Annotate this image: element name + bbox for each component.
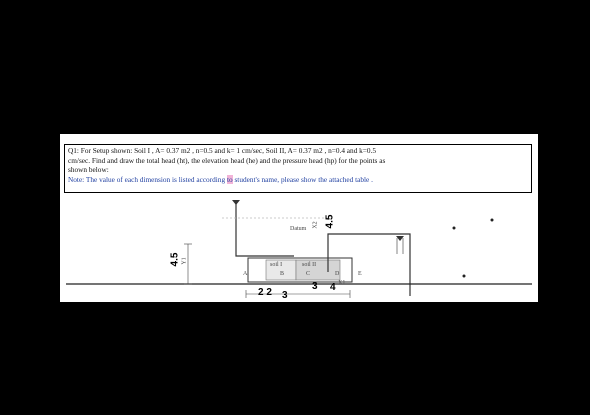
point-c-label: C (306, 271, 311, 277)
point-b-label: B (280, 271, 285, 277)
bottom-dimension-3b: 3 (312, 281, 318, 292)
left-tank-wall (236, 202, 294, 256)
document-page (60, 134, 538, 302)
question-line-2: cm/sec. Find and draw the total head (ht), the elevation head (he) and the pressure head (hp) for the points as (68, 155, 386, 165)
bottom-dimension-x1: X1 (338, 280, 346, 286)
top-dimension-x2: X2 (312, 221, 319, 229)
question-line-1: Q1: For Setup shown: Soil I , A= 0.37 m2 , n=0.5 and k= 1 cm/sec, Soil II, A= 0.37 m2 , n=0.4 and k=0.5 (68, 146, 377, 155)
setup-diagram (60, 196, 538, 302)
note-line: Note: The value of each dimension is listed according to student's name, please show the attached table . (68, 174, 373, 184)
bottom-dimension-3a: 3 (282, 290, 288, 301)
top-dimension-value: 4.5 (324, 214, 336, 229)
dot-marker (453, 227, 456, 230)
point-a-label: A (243, 271, 248, 277)
diagram-drawing (60, 196, 538, 302)
soil-1-label: soil I (270, 262, 283, 268)
bottom-dimension-22: 2 2 (258, 287, 272, 298)
datum-label: Datum (290, 226, 307, 232)
soil-2-label: soil II (302, 262, 317, 268)
question-line-3: shown below: (68, 165, 109, 175)
point-e-label: E (358, 271, 362, 277)
bottom-dimension-4: 4 (330, 282, 336, 293)
question-box (64, 144, 532, 193)
dot-marker (491, 219, 494, 222)
dot-marker (463, 275, 466, 278)
point-d-label: D (335, 271, 340, 277)
left-dimension-value: 4.5 (169, 252, 181, 267)
left-dimension-y1: Y1 (181, 257, 188, 265)
water-level-left-marker (232, 200, 240, 205)
